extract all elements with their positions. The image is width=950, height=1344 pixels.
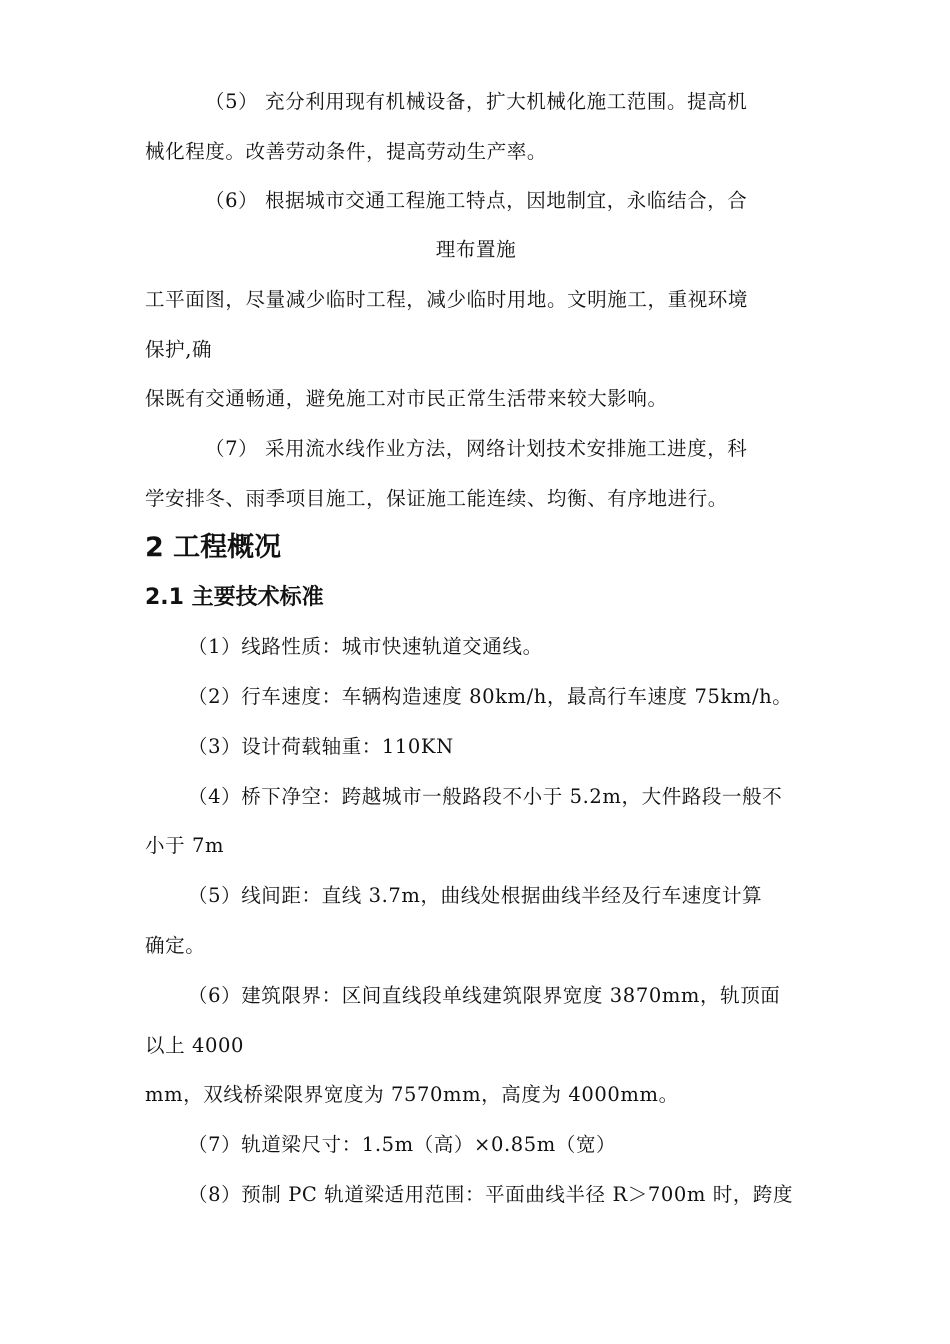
para-6-line-4: 保护,确 bbox=[145, 338, 213, 361]
para-6-line-5: 保既有交通畅通，避免施工对市民正常生活带来较大影响。 bbox=[145, 387, 668, 410]
standard-item-1: （1）线路性质：城市快速轨道交通线。 bbox=[188, 635, 543, 658]
para-6-line-3: 工平面图，尽量减少临时工程，减少临时用地。文明施工，重视环境 bbox=[145, 288, 749, 311]
para-6-line-1: （6） 根据城市交通工程施工特点，因地制宜，永临结合，合 bbox=[205, 189, 748, 212]
section-2-heading: 2 工程概况 bbox=[145, 532, 282, 563]
para-5-line-1: （5） 充分利用现有机械设备，扩大机械化施工范围。提高机 bbox=[205, 90, 748, 113]
para-5-line-2: 械化程度。改善劳动条件，提高劳动生产率。 bbox=[145, 140, 548, 163]
para-7-line-1: （7） 采用流水线作业方法，网络计划技术安排施工进度，科 bbox=[205, 437, 748, 460]
para-6-line-2: 理布置施 bbox=[435, 238, 517, 261]
standard-item-3: （3）设计荷载轴重：110KN bbox=[188, 735, 454, 758]
standard-item-6-line-3: mm，双线桥梁限界宽度为 7570mm，高度为 4000mm。 bbox=[145, 1083, 679, 1106]
para-7-line-2: 学安排冬、雨季项目施工，保证施工能连续、均衡、有序地进行。 bbox=[145, 487, 728, 510]
section-2-1-heading: 2.1 主要技术标准 bbox=[145, 585, 324, 610]
standard-item-8-line-1: （8）预制 PC 轨道梁适用范围：平面曲线半径 R＞700m 时，跨度 bbox=[188, 1183, 794, 1206]
standard-item-7: （7）轨道梁尺寸：1.5m（高）×0.85m（宽） bbox=[188, 1133, 617, 1156]
standard-item-4-line-2: 小于 7m bbox=[145, 834, 225, 857]
standard-item-5-line-1: （5）线间距：直线 3.7m，曲线处根据曲线半经及行车速度计算 bbox=[188, 884, 763, 907]
standard-item-6-line-1: （6）建筑限界：区间直线段单线建筑限界宽度 3870mm，轨顶面 bbox=[188, 984, 781, 1007]
standard-item-4-line-1: （4）桥下净空：跨越城市一般路段不小于 5.2m，大件路段一般不 bbox=[188, 785, 783, 808]
standard-item-2: （2）行车速度：车辆构造速度 80km/h，最高行车速度 75km/h。 bbox=[188, 685, 793, 708]
standard-item-5-line-2: 确定。 bbox=[145, 934, 206, 957]
standard-item-6-line-2: 以上 4000 bbox=[145, 1034, 245, 1057]
